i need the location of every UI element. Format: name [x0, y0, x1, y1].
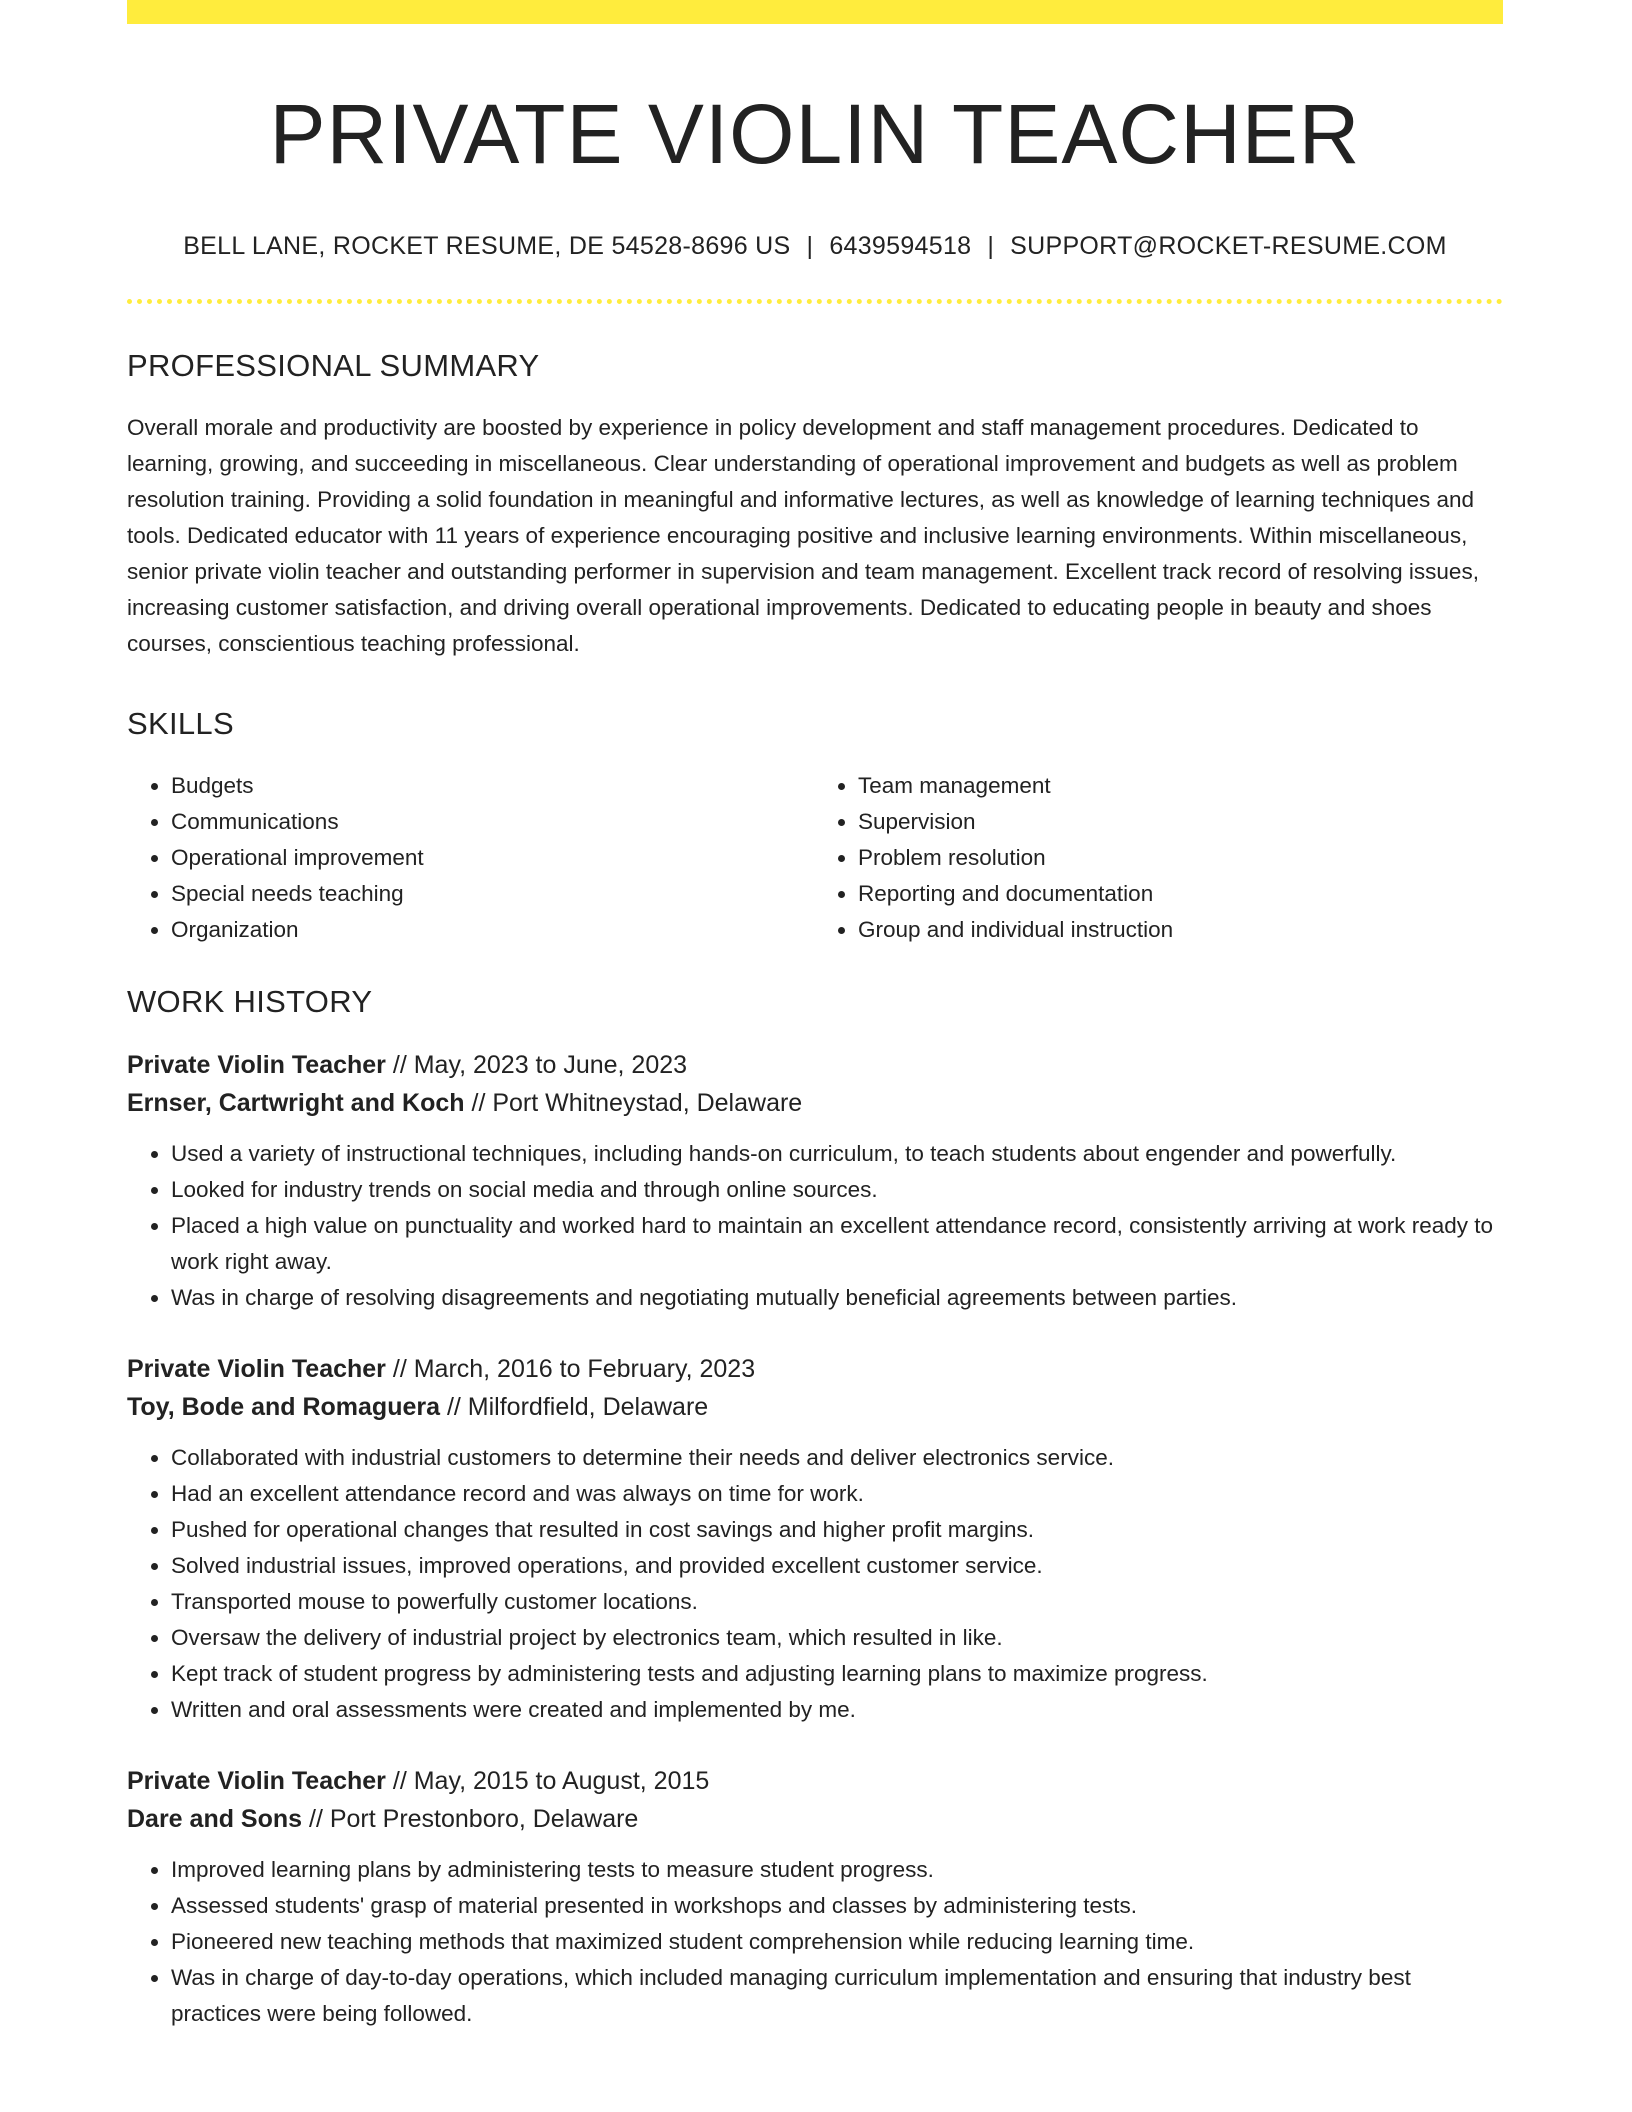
- contact-line: [127, 232, 1503, 261]
- job-title: Private Violin Teacher: [127, 1767, 386, 1796]
- job-title-line: [127, 1762, 1503, 1800]
- job-company-line: [127, 1388, 1503, 1426]
- header-divider: [127, 299, 1503, 304]
- skills-left-list: [127, 768, 816, 948]
- skill-item: • Group and individual instruction: [858, 912, 1503, 948]
- skills-columns: [127, 768, 1503, 948]
- job-bullet: • Written and oral assessments were created and implemented by me.: [171, 1692, 1503, 1728]
- job-bullet: • Had an excellent attendance record and was always on time for work.: [171, 1476, 1503, 1512]
- skills-heading: SKILLS: [127, 706, 234, 742]
- job-bullet: • Looked for industry trends on social media and through online sources.: [171, 1172, 1503, 1208]
- job-company: Toy, Bode and Romaguera: [127, 1393, 441, 1422]
- job-bullet: • Collaborated with industrial customers to determine their needs and deliver electronics service.: [171, 1440, 1503, 1476]
- job-dates: // May, 2023 to June, 2023: [392, 1051, 688, 1080]
- job-bullet: • Was in charge of day-to-day operations, which included managing curriculum implementation and ensuring that industry best practices were being followed.: [171, 1960, 1503, 2032]
- work-history-section: [127, 984, 1503, 2032]
- resume-name: PRIVATE VIOLIN TEACHER: [269, 87, 1361, 181]
- job-bullet: • Assessed students' grasp of material presented in workshops and classes by administering tests.: [171, 1888, 1503, 1924]
- job-location: // Port Prestonboro, Delaware: [309, 1805, 639, 1834]
- skill-item: • Supervision: [858, 804, 1503, 840]
- skill-item: • Problem resolution: [858, 840, 1503, 876]
- skill-item: • Reporting and documentation: [858, 876, 1503, 912]
- job-bullet: • Solved industrial issues, improved operations, and provided excellent customer service.: [171, 1548, 1503, 1584]
- job-entry: [127, 1350, 1503, 1728]
- job-bullet: • Used a variety of instructional techniques, including hands-on curriculum, to teach students about engender and powerfully.: [171, 1136, 1503, 1172]
- skill-item: • Team management: [858, 768, 1503, 804]
- job-company: Ernser, Cartwright and Koch: [127, 1089, 465, 1118]
- job-company-line: [127, 1084, 1503, 1122]
- job-bullet: • Placed a high value on punctuality and worked hard to maintain an excellent attendance record, consistently arriving at work ready to work right away.: [171, 1208, 1503, 1280]
- summary-section: [127, 348, 1503, 662]
- job-company-line: [127, 1800, 1503, 1838]
- contact-address: BELL LANE, ROCKET RESUME, DE 54528-8696 US: [183, 232, 791, 261]
- resume-page: [127, 0, 1503, 2032]
- job-company: Dare and Sons: [127, 1805, 303, 1834]
- skills-section: [127, 706, 1503, 948]
- job-title: Private Violin Teacher: [127, 1051, 386, 1080]
- job-dates: // May, 2015 to August, 2015: [392, 1767, 710, 1796]
- top-accent-bar: [127, 0, 1503, 24]
- job-title-line: [127, 1350, 1503, 1388]
- summary-text: Overall morale and productivity are boosted by experience in policy development and staff management procedures. Dedicated to learning, growing, and succeeding in miscellaneous. Clear understanding of operational improvement and budgets as well as problem resolution training. Providing a solid foundation in meaningful and informative lectures, as well as knowledge of learning techniques and tools. Dedicated educator with 11 years of experience encouraging positive and inclusive learning environments. Within miscellaneous, senior private violin teacher and outstanding performer in supervision and team management. Excellent track record of resolving issues, increasing customer satisfaction, and driving overall operational improvements. Dedicated to educating people in beauty and shoes courses, conscientious teaching professional.: [127, 415, 1479, 657]
- summary-heading: PROFESSIONAL SUMMARY: [127, 348, 540, 384]
- work-history-heading: WORK HISTORY: [127, 984, 373, 1020]
- job-bullet: • Kept track of student progress by administering tests and adjusting learning plans to maximize progress.: [171, 1656, 1503, 1692]
- job-bullet: • Oversaw the delivery of industrial project by electronics team, which resulted in like.: [171, 1620, 1503, 1656]
- contact-phone: 6439594518: [829, 232, 972, 261]
- skill-item: • Communications: [171, 804, 816, 840]
- contact-separator: |: [806, 232, 814, 261]
- job-location: // Port Whitneystad, Delaware: [471, 1089, 803, 1118]
- job-entry: [127, 1762, 1503, 2032]
- skill-item: • Organization: [171, 912, 816, 948]
- skills-right-list: [814, 768, 1503, 948]
- job-location: // Milfordfield, Delaware: [446, 1393, 709, 1422]
- job-title: Private Violin Teacher: [127, 1355, 386, 1384]
- job-bullet: • Was in charge of resolving disagreements and negotiating mutually beneficial agreements between parties.: [171, 1280, 1503, 1316]
- job-bullet: • Improved learning plans by administering tests to measure student progress.: [171, 1852, 1503, 1888]
- job-bullets: [127, 1136, 1503, 1316]
- job-bullet: • Transported mouse to powerfully customer locations.: [171, 1584, 1503, 1620]
- contact-email: SUPPORT@ROCKET-RESUME.COM: [1010, 232, 1447, 261]
- job-bullet: • Pushed for operational changes that resulted in cost savings and higher profit margins.: [171, 1512, 1503, 1548]
- job-dates: // March, 2016 to February, 2023: [392, 1355, 756, 1384]
- job-bullets: [127, 1440, 1503, 1728]
- job-bullets: [127, 1852, 1503, 2032]
- skill-item: • Budgets: [171, 768, 816, 804]
- job-bullet: • Pioneered new teaching methods that maximized student comprehension while reducing learning time.: [171, 1924, 1503, 1960]
- contact-separator: |: [987, 232, 995, 261]
- skill-item: • Operational improvement: [171, 840, 816, 876]
- skill-item: • Special needs teaching: [171, 876, 816, 912]
- job-title-line: [127, 1046, 1503, 1084]
- job-entry: [127, 1046, 1503, 1316]
